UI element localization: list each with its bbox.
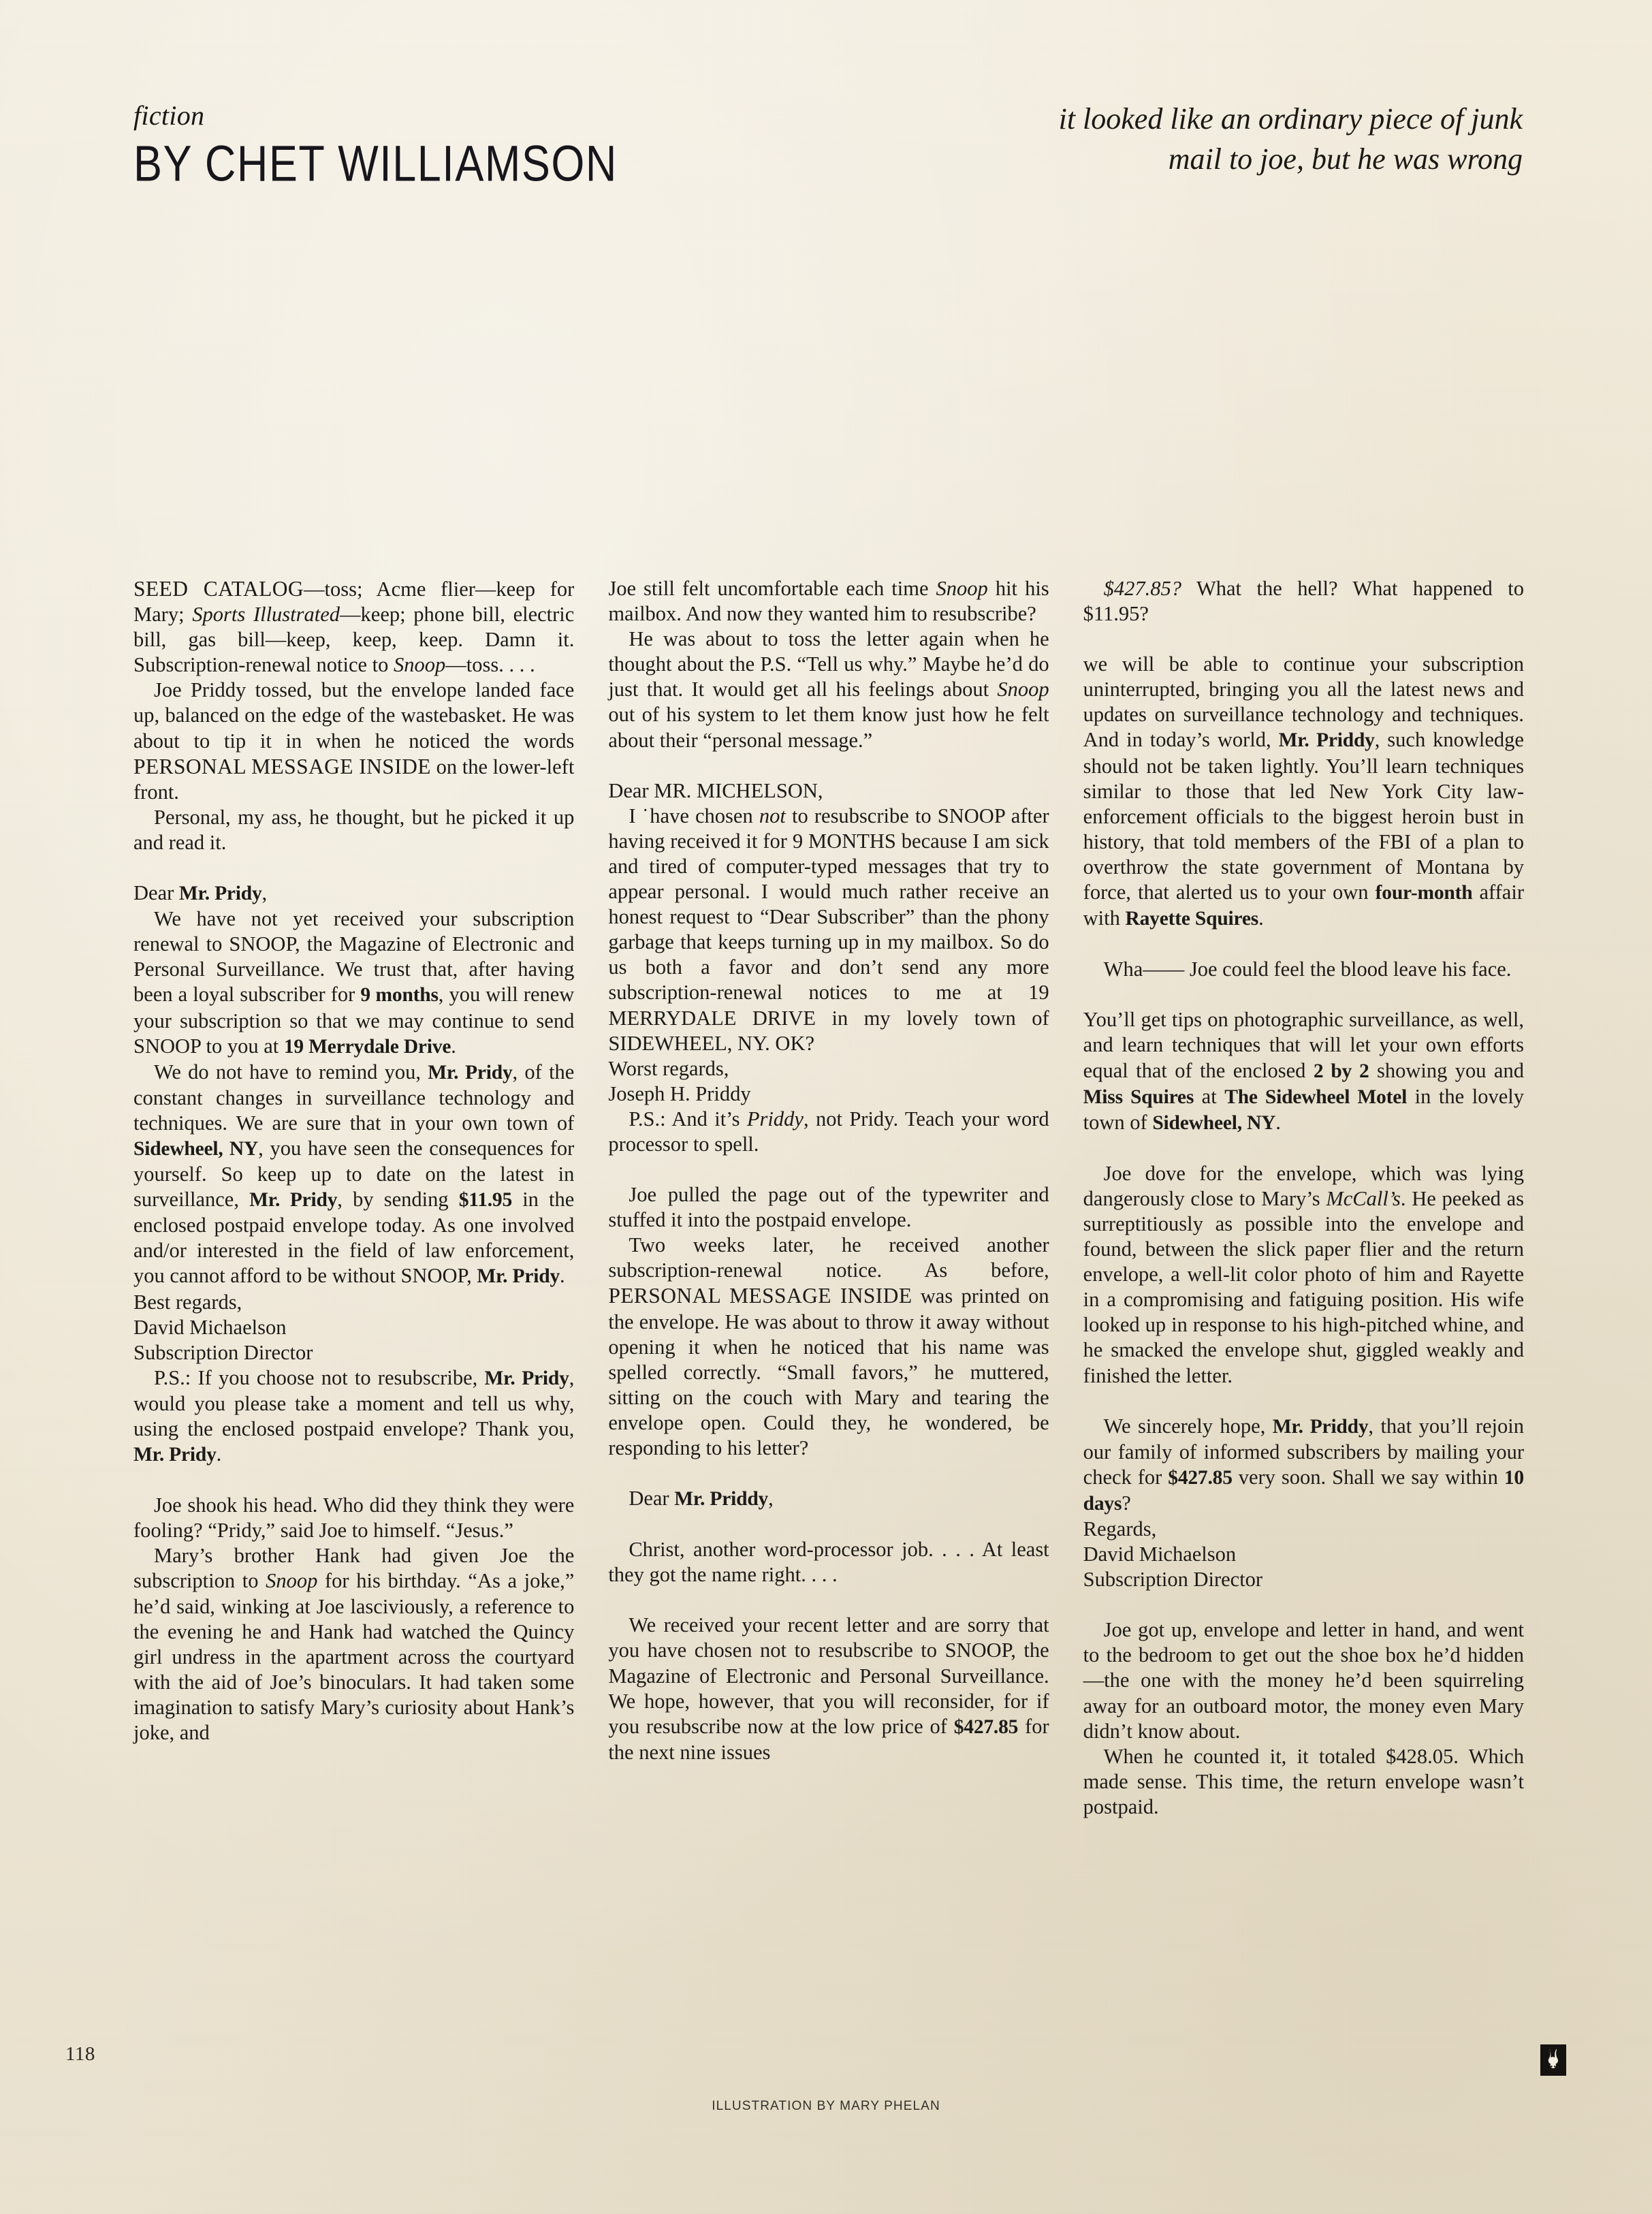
merge-field: Miss Squires (1083, 1086, 1194, 1108)
letter-closing: Regards, (1083, 1517, 1157, 1540)
paragraph-spacer (1083, 1592, 1524, 1617)
letter-postscript: P.S.: And it’s Priddy, not Pridy. Teach your word processor to spell. (608, 1107, 1049, 1156)
merge-field: Rayette Squires (1125, 908, 1259, 930)
paragraph-spacer (133, 855, 574, 881)
merge-field: Mr. Pridy (249, 1189, 338, 1212)
paragraph-spacer (608, 1157, 1049, 1182)
paragraph-spacer (133, 1468, 574, 1493)
author-byline: BY CHET WILLIAMSON (133, 136, 618, 192)
paragraph: Wha—— Joe could feel the blood leave his face. (1103, 958, 1512, 981)
merge-field: Mr. Pridy (484, 1367, 569, 1389)
paragraph: Christ, another word-processor job. . . . At least they got the name right. . . . (608, 1538, 1049, 1587)
paragraph: Joe Priddy tossed, but the envelope landed face up, balanced on the edge of the wastebasket. He was about to tip it in when he noticed the words PERSONAL MESSAGE INSIDE on the lower-left front. (133, 678, 575, 804)
playboy-rabbit-head-icon (1540, 2044, 1566, 2076)
merge-field: Mr. Pridy (477, 1265, 560, 1288)
paragraph: Joe got up, envelope and letter in hand, and went to the bedroom to get out the shoe box he’d hidden—the one with the money he’d been squirreling away for an outboard motor, the money even Mary didn’t know about. (1083, 1618, 1524, 1743)
illustration-credit: ILLUSTRATION BY MARY PHELAN (712, 2099, 940, 2113)
letter-paragraph: We do not have to remind you, Mr. Pridy, of the constant changes in surveillance technology and techniques. We are sure that in your own town of Sidewheel, NY, you have seen the consequences for yourself. So keep up to date on the latest in surveillance, Mr. Pridy, by sending $11.95 in the enclosed postpaid envelope today. As one involved and/or interested in the field of law enforcement, you cannot afford to be without SNOOP, Mr. Pridy. (133, 1060, 575, 1288)
paragraph: Personal, my ass, he thought, but he picked it up and read it. (133, 805, 575, 854)
article-columns (133, 576, 1524, 1820)
letter-postscript: P.S.: If you choose not to resubscribe, Mr. Pridy, would you please take a moment and tell us why, using the enclosed postpaid envelope? Thank you, Mr. Pridy. (133, 1365, 575, 1466)
paragraph: Mary’s brother Hank had given Joe the subscription to Snoop for his birthday. “As a joke,” he’d said, winking at Joe lasciviously, a reference to the evening he and Hank had watched the Quincy girl undress in the apartment across the courtyard with the aid of Joe’s binoculars. It had taken some imagination to satisfy Mary’s curiosity about Hank’s joke, and (133, 1544, 575, 1745)
paragraph: When he counted it, it totaled $428.05. Which made sense. This time, the return envelope wasn’t postpaid. (1083, 1744, 1524, 1818)
paragraph: Joe still felt uncomfortable each time Snoop hit his mailbox. And now they wanted him to resubscribe? (608, 577, 1049, 626)
letter-salutation: Dear Mr. Pridy, (133, 881, 268, 905)
paragraph: He was about to toss the letter again when he thought about the P.S. “Tell us why.” Maybe he’d do just that. It would get all his feelings about Snoop out of his system to let them know just how he felt about their “personal message.” (608, 627, 1049, 752)
merge-field: The Sidewheel Motel (1224, 1086, 1408, 1108)
merge-field: Mr. Pridy (178, 883, 262, 905)
paragraph: Joe dove for the envelope, which was lying dangerously close to Mary’s McCall’s. He peeked as surreptitiously as possible into the envelope and found, between the slick paper flier and the return envelope, a well-lit color photo of him and Rayette in a compromising and fatiguing position. His wife looked up in response to his high-pitched whine, and he smacked the envelope shut, giggled weakly and finished the letter. (1083, 1161, 1524, 1387)
merge-field: 10 days (1083, 1466, 1524, 1515)
letter-signer-title: Subscription Director (1083, 1568, 1263, 1592)
merge-field: Mr. Priddy (1272, 1415, 1369, 1438)
letter-salutation: Dear Mr. Priddy, (629, 1487, 774, 1511)
smallcaps-phrase: PERSONAL MESSAGE INSIDE (133, 754, 431, 778)
merge-field: 2 by 2 (1313, 1060, 1369, 1082)
merge-field: Mr. Priddy (674, 1488, 769, 1511)
page-number: 118 (65, 2043, 95, 2065)
paragraph-spacer (1083, 932, 1524, 957)
article-deck: it looked like an ordinary piece of junk mail to joe, but he was wrong (1058, 102, 1523, 176)
letter-paragraph: We sincerely hope, Mr. Priddy, that you’ll rejoin our family of informed subscribers by mailing your check for $427.85 very soon. Shall we say within 10 days? (1083, 1414, 1524, 1515)
paragraph: Joe pulled the page out of the typewriter and stuffed it into the postpaid envelope. (608, 1183, 1049, 1232)
letter-paragraph: You’ll get tips on photographic surveillance, as well, and learn techniques that will let your own efforts equal that of the enclosed 2 by 2 showing you and Miss Squires at The Sidewheel Motel in the lovely town of Sidewheel, NY. (1083, 1008, 1524, 1134)
merge-field: Mr. Pridy (133, 1444, 217, 1466)
letter-closing: Best regards, (133, 1290, 242, 1314)
letter-paragraph: we will be able to continue your subscription uninterrupted, bringing you all the latest news and updates on surveillance technology and techniques. And in today’s world, Mr. Priddy, such knowledge should not be taken lightly. You’ll learn techniques similar to those that led New York City law-enforcement officials to the biggest heroin bust in history, that told members of the FBI of a plan to overthrow the state government of Montana by force, that alerted us to your own four-month affair with Rayette Squires. (1083, 652, 1524, 930)
paragraph: Joe shook his head. Who did they think they were fooling? “Pridy,” said Joe to himself. “Jesus.” (133, 1493, 575, 1543)
column-3 (1083, 576, 1524, 1820)
merge-field: $11.95 (458, 1189, 513, 1212)
paragraph: Two weeks later, he received another subscription-renewal notice. As before, PERSONAL MESSAGE INSIDE was printed on the envelope. He was about to throw it away without opening it when he noticed that his name was spelled correctly. “Small favors,” he muttered, sitting on the couch with Mary and tearing the envelope open. Could they, he wondered, be responding to his letter? (608, 1233, 1049, 1459)
merge-field: Mr. Priddy (1278, 729, 1375, 752)
merge-field: $427.85 (953, 1715, 1019, 1738)
merge-field: 9 months (360, 984, 439, 1007)
letter-closing: Worst regards, (608, 1056, 729, 1080)
merge-field: 19 Merrydale Drive (283, 1035, 451, 1058)
paragraph-spacer (1083, 627, 1524, 652)
merge-field: Sidewheel, NY (133, 1137, 259, 1160)
letter-signer: David Michaelson (133, 1315, 287, 1339)
paragraph-spacer (608, 1461, 1049, 1486)
letter-paragraph: We have not yet received your subscription renewal to SNOOP, the Magazine of Electronic and Personal Surveillance. We trust that, after having been a loyal subscriber for 9 months, you will renew your subscription so that we may continue to send SNOOP to you at 19 Merrydale Drive. (133, 907, 575, 1058)
merge-field: $427.85 (1168, 1466, 1233, 1489)
paragraph: $427.85? What the hell? What happened to $11.95? (1083, 577, 1524, 626)
letter-signer: Joseph H. Priddy (608, 1081, 751, 1105)
paragraph-spacer (608, 753, 1049, 778)
letter-signer: David Michaelson (1083, 1543, 1237, 1566)
section-kicker: fiction (133, 100, 205, 131)
paragraph-spacer (608, 1512, 1049, 1537)
letter-paragraph: We received your recent letter and are sorry that you have chosen not to resubscribe to SNOOP, the Magazine of Electronic and Personal Surveillance. We hope, however, that you will reconsider, for if you resubscribe now at the low price of $427.85 for the next nine issues (608, 1613, 1049, 1764)
letter-signer-title: Subscription Director (133, 1340, 313, 1364)
paragraph-spacer (1083, 982, 1524, 1007)
smallcaps-lead-in: SEED CATALOG (133, 577, 304, 601)
paragraph-spacer (608, 1587, 1049, 1613)
smallcaps-phrase: PERSONAL MESSAGE INSIDE (608, 1284, 912, 1308)
column-2 (608, 576, 1049, 1820)
merge-field: four-month (1375, 882, 1473, 904)
paragraph-spacer (1083, 1389, 1524, 1414)
masthead (133, 100, 746, 192)
paragraph: SEED CATALOG—toss; Acme flier—keep for Mary; Sports Illustrated—keep; phone bill, electric bill, gas bill—keep, keep, keep. Damn it. Subscription-renewal notice to Snoop—toss. . . . (133, 577, 575, 677)
letter-paragraph: I ˙have chosen not to resubscribe to SNOOP after having received it for 9 MONTHS because I am sick and tired of computer-typed messages that try to appear personal. I would much rather receive an honest request to “Dear Subscriber” than the phony garbage that keeps turning up in my mailbox. So do us both a favor and don’t send any more subscription-renewal notices to me at 19 MERRYDALE DRIVE in my lovely town of SIDEWHEEL, NY. OK? (608, 804, 1049, 1055)
paragraph-spacer (1083, 1136, 1524, 1161)
merge-field: Mr. Pridy (428, 1061, 513, 1084)
column-1 (133, 576, 574, 1820)
merge-field: Sidewheel, NY (1152, 1111, 1276, 1134)
letter-salutation: Dear MR. MICHELSON, (608, 778, 823, 802)
